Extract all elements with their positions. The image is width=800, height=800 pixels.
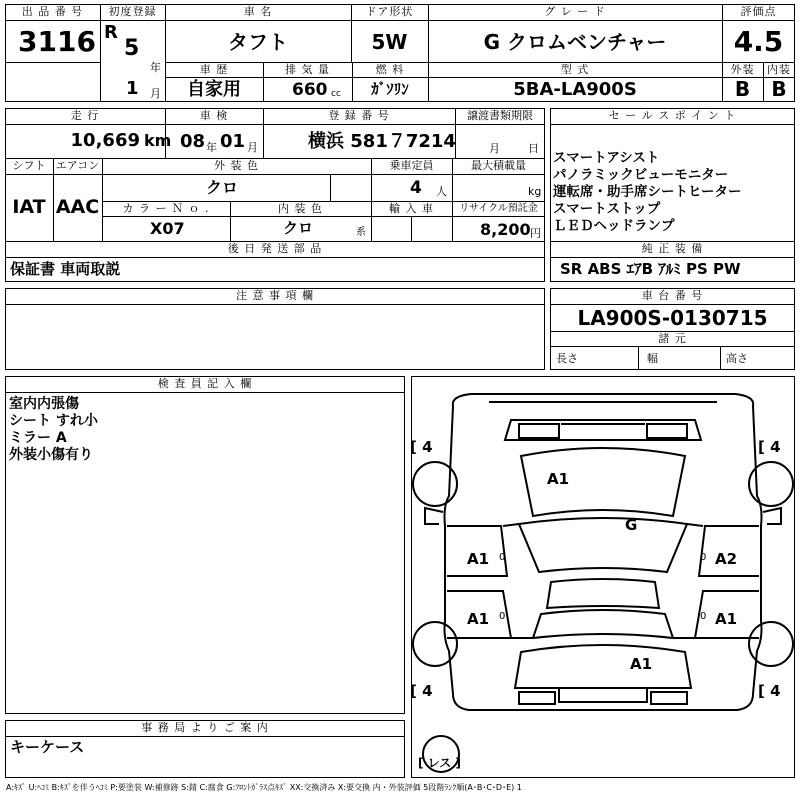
exterior-grade: B — [734, 77, 751, 101]
sales-point: スマートアシスト — [553, 150, 660, 166]
office-note: キーケース — [10, 738, 85, 756]
sales-point: パノラミックビューモニター — [553, 167, 729, 183]
specs-label: 諸 元 — [658, 332, 687, 345]
aircon: AAC — [55, 196, 100, 218]
displacement: 660 — [292, 80, 328, 100]
sales-points — [553, 150, 741, 235]
exterior-label: 外装 — [730, 63, 755, 76]
chassis-label: 車 台 番 号 — [641, 289, 704, 302]
interior-grade: B — [771, 77, 787, 101]
car-outline-icon — [411, 376, 795, 778]
mark-front-door-left: A1 — [467, 550, 490, 568]
mark-windshield: G — [625, 516, 638, 534]
mark-hood: A1 — [547, 470, 570, 488]
grade: G クロムベンチャー — [483, 30, 667, 54]
transfer-day-unit: 日 — [528, 142, 539, 155]
first-reg-year: 5 — [124, 36, 140, 61]
shift: IAT — [12, 196, 46, 218]
inspector-label: 検 査 員 記 入 欄 — [157, 377, 253, 390]
recycle-label: リサイクル預託金 — [459, 203, 538, 214]
model-label: 型 式 — [560, 63, 590, 76]
mark-zero: 0 — [700, 611, 707, 622]
sales-point: ＬＥＤヘッドランプ — [553, 218, 675, 234]
spare-tire-value: レス — [427, 756, 452, 770]
mark-zero: 0 — [499, 611, 506, 622]
color-no-label: カ ラ ー Ｎ ｏ . — [122, 202, 210, 215]
load-unit: kg — [528, 185, 542, 198]
mark-rear-door-right: A1 — [715, 610, 738, 628]
door-type: 5W — [371, 30, 408, 54]
car-name: タフト — [228, 30, 288, 54]
mileage-label: 走 行 — [70, 109, 100, 122]
ext-color: クロ — [206, 178, 239, 197]
mark-front-door-right: A2 — [715, 550, 738, 568]
inspector-notes — [9, 396, 98, 464]
later-parts-label: 後 日 発 送 部 品 — [227, 242, 323, 255]
inspection-year: 08 — [180, 131, 206, 152]
sales-label: セ ー ル ス ポ イ ン ト — [608, 109, 737, 122]
door-label: ドア形状 — [365, 5, 414, 18]
recycle-unit: 円 — [530, 227, 541, 240]
import-label: 輸 入 車 — [389, 202, 434, 215]
spare-tire: [ レス ] — [418, 756, 461, 770]
mark-zero: 0 — [499, 552, 506, 563]
inspection-label: 車 検 — [199, 109, 229, 122]
capacity-label: 乗車定員 — [389, 159, 434, 172]
transfer-month-unit: 月 — [489, 142, 500, 155]
mark-rear-door-left: A1 — [467, 610, 490, 628]
lot-no-label: 出 品 番 号 — [21, 5, 84, 18]
year-unit: 年 — [150, 61, 161, 74]
lot-no: 3116 — [18, 25, 96, 58]
tire-rear-right: [ 4 — [758, 682, 781, 700]
kei-unit: 系 — [356, 227, 366, 238]
inspector-note: 外装小傷有り — [9, 447, 93, 463]
inspection-year-unit: 年 — [206, 141, 217, 154]
tire-front-left: [ 4 — [410, 438, 433, 456]
legend: A:ｷｽﾞ U:ﾍｺﾐ B:ｷｽﾞを伴うﾍｺﾐ P:要塗装 W:補修跡 S:錆 C:腐食 G:ﾌﾛﾝﾄｶﾞﾗｽ点ｷｽﾞ XX:交換済み X:要交換 内・外装評価 5段階ﾗﾝｸ順(A･B･C･D･E) 1 — [6, 783, 522, 792]
fuel: ｶﾞｿﾘﾝ — [371, 80, 409, 98]
inspection-month-unit: 月 — [247, 141, 258, 154]
inspector-note: ミラー A — [9, 430, 67, 446]
month-unit: 月 — [150, 87, 161, 100]
score: 4.5 — [733, 25, 784, 58]
history-label: 車 歴 — [199, 63, 229, 76]
inspector-note: シート すれ小 — [9, 413, 98, 429]
interior-label: 内装 — [767, 63, 791, 76]
reg-no-label: 登 録 番 号 — [328, 109, 390, 122]
mark-zero: 0 — [700, 552, 707, 563]
office-label: 事 務 局 よ り ご 案 内 — [141, 721, 269, 734]
aircon-label: エアコン — [55, 159, 100, 172]
int-color: クロ — [283, 219, 314, 237]
car-name-label: 車 名 — [243, 5, 273, 18]
shift-label: シフト — [12, 159, 46, 172]
tire-rear-left: [ 4 — [410, 682, 433, 700]
reg-no: 横浜 581７7214 — [308, 131, 456, 152]
inspector-note: 室内内張傷 — [9, 396, 79, 412]
sales-point: スマートストップ — [553, 201, 661, 217]
transfer-label: 譲渡書類期限 — [467, 109, 533, 122]
sales-point: 運転席・助手席シートヒーター — [553, 184, 742, 200]
tire-front-left-value: 4 — [422, 438, 433, 456]
mileage: 10,669 — [70, 130, 140, 151]
later-parts: 保証書 車両取説 — [10, 260, 121, 278]
grade-label: グ レ ー ド — [544, 5, 606, 18]
height-label: 高さ — [726, 352, 748, 365]
color-no: X07 — [150, 219, 185, 238]
first-reg-era: R — [104, 22, 118, 43]
history: 自家用 — [187, 79, 241, 100]
chassis-no: LA900S-0130715 — [577, 306, 768, 330]
length-label: 長さ — [556, 352, 578, 365]
capacity: 4 — [410, 178, 422, 198]
first-reg-month: 1 — [126, 78, 139, 99]
cc-unit: cc — [331, 89, 341, 99]
mark-roof-rear: A1 — [630, 655, 653, 673]
fuel-label: 燃 料 — [375, 63, 405, 76]
tire-front-right: [ 4 — [758, 438, 781, 456]
recycle: 8,200 — [480, 220, 531, 239]
tire-rear-left-value: 4 — [422, 682, 433, 700]
notes-label: 注 意 事 項 欄 — [236, 289, 314, 302]
score-label: 評価点 — [740, 5, 777, 18]
width-label: 幅 — [647, 352, 658, 365]
mileage-unit: km — [144, 131, 172, 150]
inspection-month: 01 — [220, 131, 246, 152]
tire-rear-right-value: 4 — [770, 682, 781, 700]
capacity-unit: 人 — [436, 185, 447, 198]
equipment: SR ABS ｴｱB ｱﾙﾐ PS PW — [560, 260, 741, 278]
model: 5BA-LA900S — [513, 79, 637, 100]
first-reg-label: 初度登録 — [108, 5, 157, 18]
equipment-label: 純 正 装 備 — [641, 242, 704, 255]
displacement-label: 排 気 量 — [285, 63, 330, 76]
tire-front-right-value: 4 — [770, 438, 781, 456]
int-color-label: 内 装 色 — [278, 202, 323, 215]
load-label: 最大積載量 — [471, 159, 526, 172]
ext-color-label: 外 装 色 — [214, 159, 259, 172]
